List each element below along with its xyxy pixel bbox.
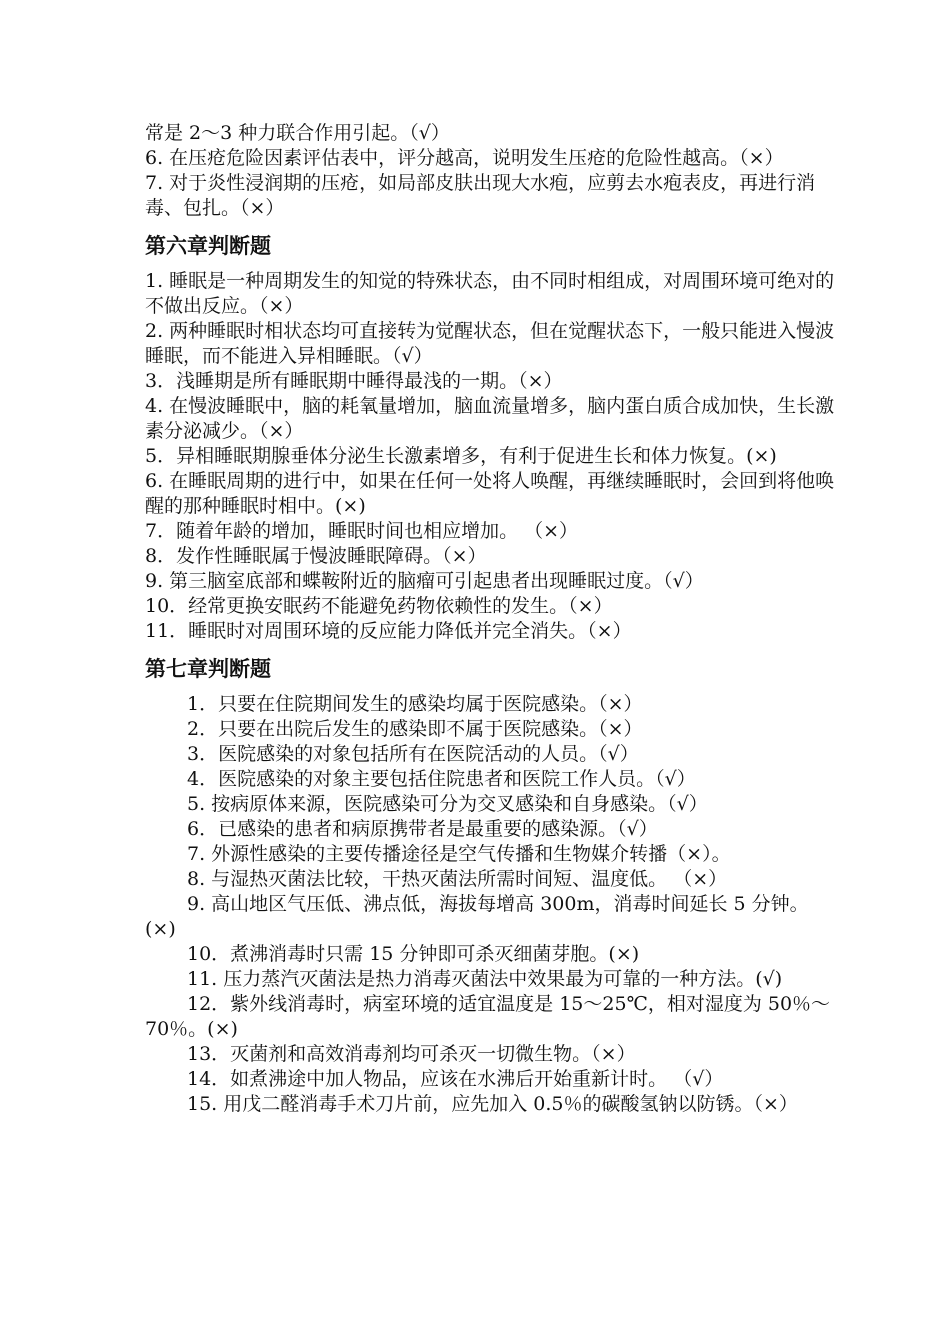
chapter7-item: 12．紫外线消毒时，病室环境的适宜温度是 15～25℃，相对湿度为 50％～70％。(×) (145, 993, 831, 1040)
chapter6-item: 7．随着年龄的增加，睡眠时间也相应增加。 （×） (145, 520, 579, 542)
chapter6-item: 10．经常更换安眠药不能避免药物依赖性的发生。（×） (145, 595, 613, 617)
chapter7-item: 7. 外源性感染的主要传播途径是空气传播和生物媒介转播（×）。 (187, 843, 731, 865)
chapter7-item: 15. 用戊二醛消毒手术刀片前，应先加入 0.5％的碳酸氢钠以防锈。（×） (187, 1093, 798, 1115)
chapter7-item: 10．煮沸消毒时只需 15 分钟即可杀灭细菌芽胞。(×) (187, 943, 640, 965)
chapter7-item: 1．只要在住院期间发生的感染均属于医院感染。（×） (187, 693, 643, 715)
chapter6-item: 4. 在慢波睡眠中，脑的耗氧量增加，脑血流量增多，脑内蛋白质合成加快，生长激素分泌减少。（×） (145, 395, 835, 442)
chapter6-item: 8．发作性睡眠属于慢波睡眠障碍。（×） (145, 545, 487, 567)
chapter6-item: 2. 两种睡眠时相状态均可直接转为觉醒状态，但在觉醒状态下，一般只能进入慢波睡眠，而不能进入异相睡眠。（√） (145, 320, 835, 367)
chapter6-item: 11．睡眠时对周围环境的反应能力降低并完全消失。（×） (145, 620, 632, 642)
chapter7-item: 3．医院感染的对象包括所有在医院活动的人员。（√） (187, 743, 639, 765)
chapter6-item: 3．浅睡期是所有睡眠期中睡得最浅的一期。（×） (145, 370, 563, 392)
chapter7-item: 11. 压力蒸汽灭菌法是热力消毒灭菌法中效果最为可靠的一种方法。(√) (187, 968, 783, 990)
chapter7-item: 5. 按病原体来源，医院感染可分为交叉感染和自身感染。（√） (187, 793, 708, 815)
chapter6-item: 9. 第三脑室底部和蝶鞍附近的脑瘤可引起患者出现睡眠过度。（√） (145, 570, 704, 592)
chapter7-item: 4．医院感染的对象主要包括住院患者和医院工作人员。（√） (187, 768, 696, 790)
text-line: 7. 对于炎性浸润期的压疮，如局部皮肤出现大水疱，应剪去水疱表皮，再进行消毒、包扎。（×） (145, 172, 816, 219)
chapter6-item: 6. 在睡眠周期的进行中，如果在任何一处将人唤醒，再继续睡眠时，会回到将他唤醒的那种睡眠时相中。(×) (145, 470, 835, 517)
chapter7-item: 9. 高山地区气压低、沸点低，海拔每增高 300m，消毒时间延长 5 分钟。(×) (145, 893, 809, 940)
chapter7-item: 6．已感染的患者和病原携带者是最重要的感染源。（√） (187, 818, 658, 840)
chapter6-title: 第六章判断题 (145, 234, 271, 258)
chapter6-item: 5．异相睡眠期腺垂体分泌生长激素增多，有利于促进生长和体力恢复。(×) (145, 445, 777, 467)
chapter7-item: 8. 与湿热灭菌法比较，干热灭菌法所需时间短、温度低。 （×） (187, 868, 728, 890)
text-line: 常是 2～3 种力联合作用引起。（√） (145, 122, 450, 144)
chapter7-title: 第七章判断题 (145, 657, 271, 681)
chapter7-item: 13．灭菌剂和高效消毒剂均可杀灭一切微生物。（×） (187, 1043, 636, 1065)
text-line: 6. 在压疮危险因素评估表中，评分越高，说明发生压疮的危险性越高。（×） (145, 147, 784, 169)
chapter6-item: 1. 睡眠是一种周期发生的知觉的特殊状态，由不同时相组成，对周围环境可绝对的不做出反应。（×） (145, 270, 835, 317)
document-content (145, 121, 835, 1117)
chapter7-item: 2．只要在出院后发生的感染即不属于医院感染。（×） (187, 718, 643, 740)
chapter7-item: 14．如煮沸途中加人物品，应该在水沸后开始重新计时。 （√） (187, 1068, 724, 1090)
